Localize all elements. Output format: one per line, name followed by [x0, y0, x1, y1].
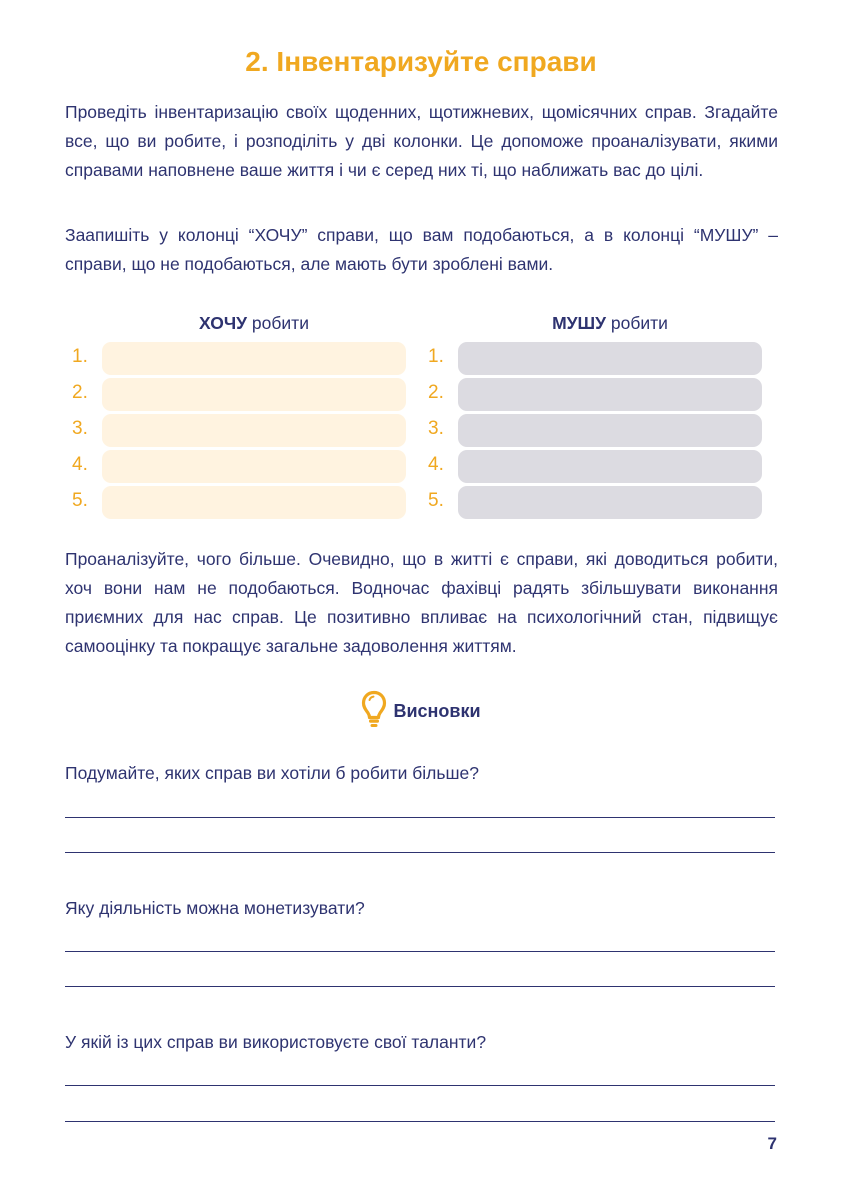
- want-number-1: 1.: [72, 346, 88, 367]
- want-number-5: 5.: [72, 490, 88, 511]
- must-column-header: [458, 313, 762, 334]
- must-field-4[interactable]: [458, 450, 762, 483]
- must-field-3[interactable]: [458, 414, 762, 447]
- answer-line[interactable]: [65, 1085, 775, 1086]
- want-field-1[interactable]: [102, 342, 406, 375]
- page-number: 7: [767, 1134, 777, 1153]
- must-number-4: 4.: [428, 454, 444, 475]
- must-number-2: 2.: [428, 382, 444, 403]
- want-header-bold: ХОЧУ: [199, 313, 248, 333]
- want-number-2: 2.: [72, 382, 88, 403]
- question-3: У якій із цих справ ви використовуєте свої таланти?: [65, 1032, 487, 1052]
- answer-line[interactable]: [65, 1121, 775, 1122]
- must-header-rest: робити: [606, 313, 668, 333]
- must-field-2[interactable]: [458, 378, 762, 411]
- question-1: Подумайте, яких справ ви хотіли б робити більше?: [65, 763, 480, 783]
- question-2: Яку діяльність можна монетизувати?: [65, 898, 365, 918]
- want-column-header: [102, 313, 406, 334]
- lightbulb-icon: [361, 690, 387, 733]
- conclusions-label: Висновки: [393, 701, 481, 721]
- must-field-1[interactable]: [458, 342, 762, 375]
- page-title: 2. Інвентаризуйте справи: [245, 46, 597, 77]
- want-number-4: 4.: [72, 454, 88, 475]
- want-number-3: 3.: [72, 418, 88, 439]
- analysis-paragraph: Проаналізуйте, чого більше. Очевидно, що в житті є справи, які доводиться робити, хоч вони нам не подобаються. Водночас фахівці радять збільшувати виконання приємних для нас справ. Це позитивно впливає на психологічний стан, підвищує самооцінку та покращує загальне задоволення життям.: [65, 549, 778, 656]
- answer-line[interactable]: [65, 852, 775, 853]
- want-field-5[interactable]: [102, 486, 406, 519]
- want-field-3[interactable]: [102, 414, 406, 447]
- want-field-4[interactable]: [102, 450, 406, 483]
- must-number-3: 3.: [428, 418, 444, 439]
- want-field-2[interactable]: [102, 378, 406, 411]
- must-header-bold: МУШУ: [552, 313, 606, 333]
- conclusions-header: [0, 690, 842, 733]
- must-number-5: 5.: [428, 490, 444, 511]
- answer-line[interactable]: [65, 817, 775, 818]
- answer-line[interactable]: [65, 951, 775, 952]
- answer-line[interactable]: [65, 986, 775, 987]
- must-number-1: 1.: [428, 346, 444, 367]
- must-field-5[interactable]: [458, 486, 762, 519]
- want-header-rest: робити: [247, 313, 309, 333]
- intro-paragraph-2: Заапишіть у колонці “ХОЧУ” справи, що вам подобаються, а в колонці “МУШУ” – справи, що не подобаються, але мають бути зроблені вами.: [65, 225, 778, 274]
- intro-paragraph-1: Проведіть інвентаризацію своїх щоденних, щотижневих, щомісячних справ. Згадайте все, що ви робите, і розподіліть у дві колонки. Це допоможе проаналізувати, якими справами наповнене ваше життя і чи є серед них ті, що наближать вас до цілі.: [65, 102, 778, 180]
